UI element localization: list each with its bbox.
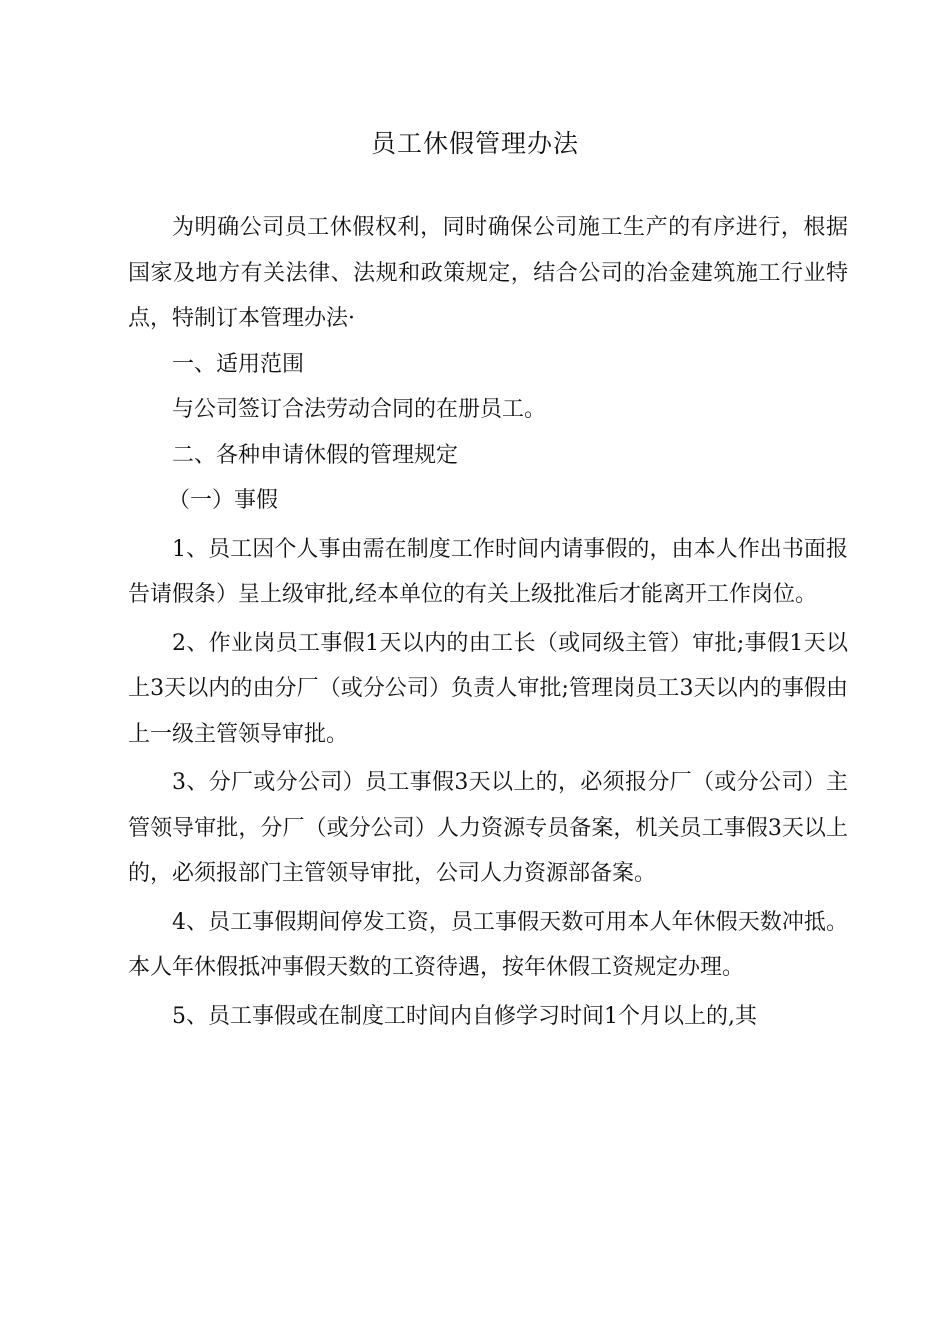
rule-paragraph-4: 4、员工事假期间停发工资，员工事假天数可用本人年休假天数冲抵。本人年休假抵冲事假天数的工资待遇，按年休假工资规定办理。 [128,909,848,980]
rule-paragraph-2: 2、作业岗员工事假1天以内的由工长（或同级主管）审批;事假1天以上3天以内的由分厂（或分公司）负责人审批;管理岗员工3天以内的事假由上一级主管领导审批。 [128,630,848,747]
rule-paragraph-1: 1、员工因个人事由需在制度工作时间内请事假的，由本人作出书面报告请假条）呈上级审批,经本单位的有关上级批准后才能离开工作岗位。 [128,536,848,607]
scope-paragraph: 与公司签订合法劳动合同的在册员工。 [172,397,547,422]
subsection-heading-personal-leave: （一）事假 [168,488,279,513]
rule-paragraph-5: 5、员工事假或在制度工时间内自修学习时间1个月以上的,其 [172,1003,757,1029]
section-heading-scope: 一、适用范围 [172,351,305,377]
rule-paragraph-3: 3、分厂或分公司）员工事假3天以上的，必须报分厂（或分公司）主管领导审批，分厂（或分公司）人力资源专员备案，机关员工事假3天以上的，必须报部门主管领导审批，公司人力资源部备案。 [128,770,848,886]
section-heading-leave-rules: 二、各种申请休假的管理规定 [172,442,459,468]
intro-paragraph: 为明确公司员工休假权利，同时确保公司施工生产的有序进行，根据国家及地方有关法律、法规和政策规定，结合公司的冶金建筑施工行业特点，特制订本管理办法· [128,215,848,331]
document-title: 员工休假管理办法 [370,129,579,158]
document-body [128,205,848,1039]
